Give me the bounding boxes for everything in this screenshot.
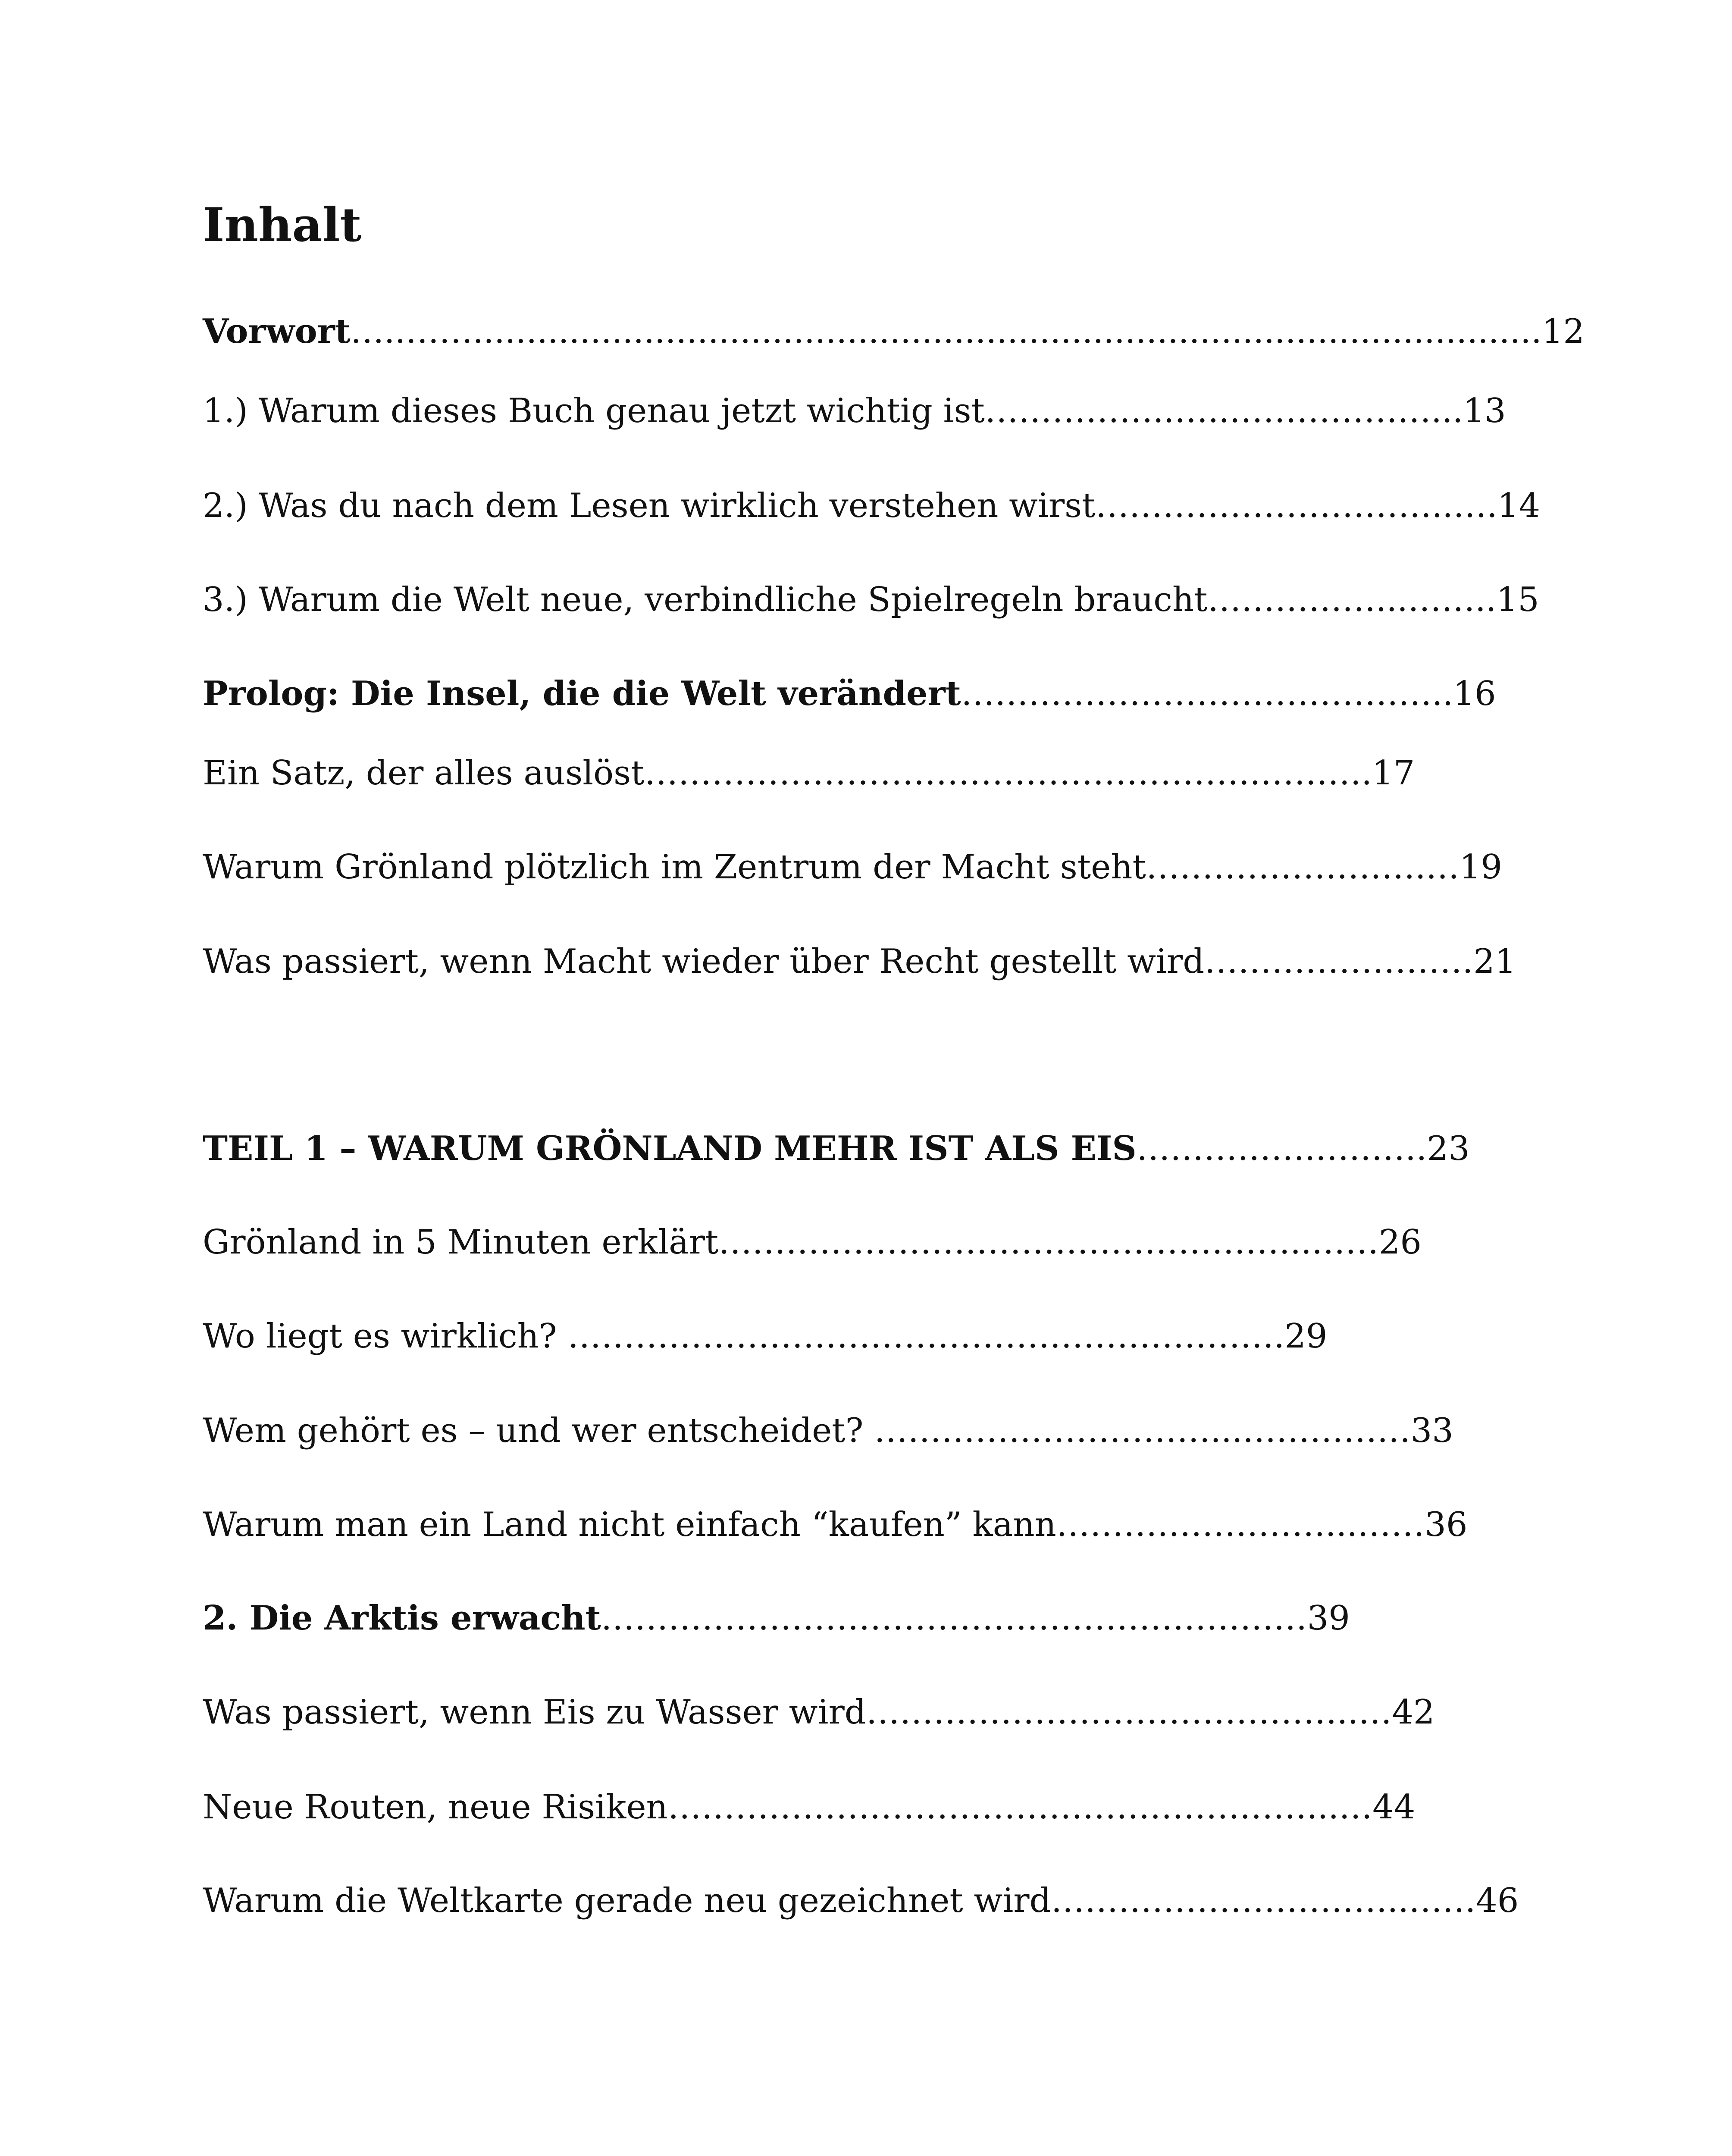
toc-entry-leader: …..……....................................................................................................: [350, 312, 1542, 351]
toc-entry-eis-wasser: [203, 1686, 1539, 1738]
toc-entry-page: 36: [1425, 1505, 1468, 1544]
toc-entry-page: 17: [1372, 754, 1415, 793]
toc-entry-leader: …………….……….: [1136, 1129, 1427, 1168]
toc-entry-arktis: [203, 1592, 1539, 1644]
toc-entry-leader: ……………………………………………………….: [567, 1317, 1285, 1356]
toc-entry-leader: ……………………: [1204, 942, 1474, 981]
toc-entry-page: 21: [1473, 942, 1516, 981]
toc-entry-leader: ……………..…..………………...: [984, 392, 1463, 430]
toc-title: Inhalt: [203, 198, 362, 252]
toc-entry-verstehen: [203, 480, 1539, 532]
toc-entry-vorwort: [203, 306, 1585, 357]
toc-entry-label: Prolog: Die Insel, die die Welt verändert: [203, 674, 961, 713]
toc-entry-leader: …………………………………………………...…: [667, 1788, 1373, 1827]
toc-entry-zentrum-macht: [203, 841, 1539, 893]
toc-entry-leader: ……………………………………..…: [866, 1693, 1392, 1732]
toc-entry-leader: ……………...……..: [1207, 580, 1497, 619]
toc-entry-page: 42: [1392, 1693, 1435, 1732]
toc-entry-macht-recht: [203, 936, 1539, 987]
toc-entry-wo-liegt: [203, 1310, 1539, 1362]
toc-entry-page: 44: [1372, 1788, 1416, 1827]
toc-entry-label: Warum die Weltkarte gerade neu gezeichnet wird: [203, 1881, 1051, 1920]
toc-entry-fuenf-minuten: [203, 1216, 1539, 1268]
toc-entry-page: 15: [1496, 580, 1539, 619]
toc-entry-leader: ……………………………………………….……….: [644, 754, 1372, 793]
toc-entry-label: 3.) Warum die Welt neue, verbindliche Spielregeln braucht: [203, 580, 1208, 619]
toc-entry-label: Ein Satz, der alles auslöst: [203, 754, 645, 793]
toc-entry-leader: ……………………………………………..……: [718, 1223, 1379, 1262]
toc-entry-routen: [203, 1781, 1539, 1833]
toc-entry-leader: …………………………..……: [1051, 1881, 1476, 1920]
toc-entry-label: Was passiert, wenn Macht wieder über Recht gestellt wird: [203, 942, 1205, 981]
toc-entry-label: Was passiert, wenn Eis zu Wasser wird: [203, 1693, 866, 1732]
toc-entry-leader: ……………………...……: [1056, 1505, 1425, 1544]
toc-entry-page: 13: [1463, 392, 1506, 430]
toc-entry-kaufen: [203, 1499, 1539, 1551]
toc-entry-leader: …………………………...……………: [874, 1411, 1411, 1450]
toc-entry-satz: [203, 747, 1539, 799]
toc-entry-label: Neue Routen, neue Risiken: [203, 1788, 668, 1827]
toc-entry-wem-gehoert: [203, 1405, 1539, 1457]
toc-entry-prolog: [203, 668, 1539, 720]
toc-entry-page: 46: [1476, 1881, 1519, 1920]
toc-entry-page: 23: [1427, 1129, 1470, 1168]
toc-entry-buch-wichtig: [203, 385, 1539, 437]
toc-entry-label: Wo liegt es wirklich?: [203, 1317, 568, 1356]
toc-entry-label: Warum man ein Land nicht einfach “kaufen” kann: [203, 1505, 1056, 1544]
toc-entry-label: Wem gehört es – und wer entscheidet?: [203, 1411, 874, 1450]
toc-entry-label: 1.) Warum dieses Buch genau jetzt wichtig ist: [203, 392, 985, 430]
toc-entry-label: Vorwort: [203, 312, 351, 351]
toc-entry-page: 39: [1307, 1599, 1350, 1638]
toc-entry-page: 33: [1410, 1411, 1453, 1450]
toc-entry-label: Grönland in 5 Minuten erklärt: [203, 1223, 719, 1262]
toc-entry-page: 12: [1541, 312, 1585, 351]
toc-entry-page: 19: [1459, 848, 1502, 887]
toc-entry-label: 2.) Was du nach dem Lesen wirklich verstehen wirst: [203, 486, 1096, 525]
toc-entry-leader: ………………………………………………………: [601, 1599, 1307, 1638]
toc-entry-weltkarte: [203, 1875, 1539, 1927]
toc-entry-page: 29: [1284, 1317, 1328, 1356]
toc-entry-label: 2. Die Arktis erwacht: [203, 1598, 601, 1638]
toc-entry-page: 16: [1453, 674, 1496, 713]
toc-entry-spielregeln: [203, 574, 1539, 626]
toc-entry-label: TEIL 1 – WARUM GRÖNLAND MEHR IST ALS EIS: [203, 1129, 1137, 1168]
toc-entry-leader: ……………………………………..: [961, 674, 1453, 713]
toc-entry-page: 14: [1497, 486, 1541, 525]
toc-entry-leader: …………………………..….: [1095, 486, 1497, 525]
toc-entry-leader: …………………….…: [1146, 848, 1460, 887]
toc-entry-label: Warum Grönland plötzlich im Zentrum der Macht steht: [203, 848, 1146, 887]
toc-entry-page: 26: [1378, 1223, 1422, 1262]
toc-entry-teil-1: [203, 1123, 1539, 1175]
